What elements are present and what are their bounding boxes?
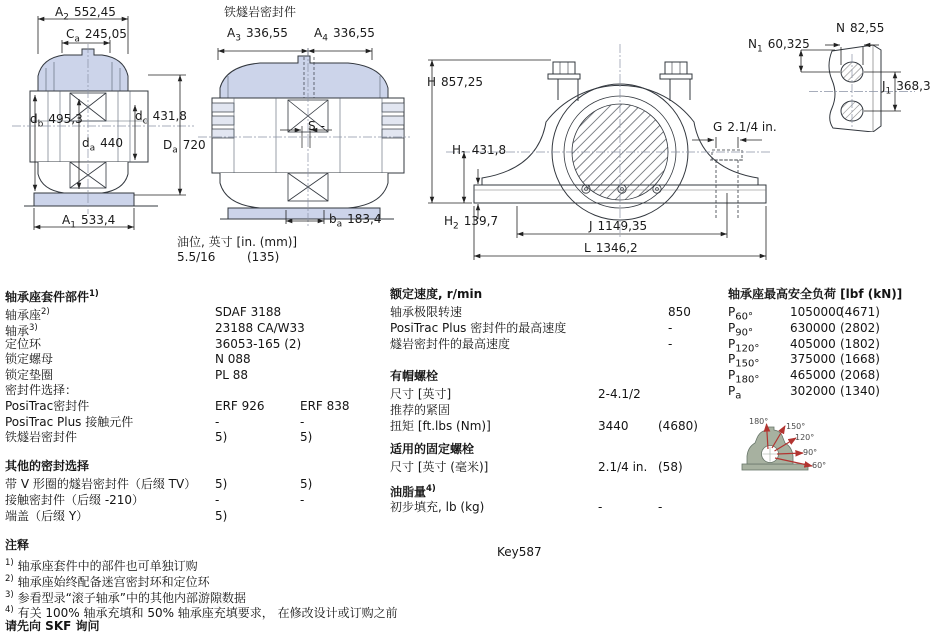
- angle-label-150: 150°: [786, 422, 806, 431]
- note-item: $^{1)}$ 轴承座套件中的部件也可单独订购: [5, 558, 198, 573]
- spec-row: 定位环 36053-165 (2): [5, 336, 302, 351]
- cap-bolt-right: [660, 62, 692, 101]
- dim-label-h1: $H_1$ 431,8: [452, 143, 507, 161]
- section-cap-bolts: [390, 368, 720, 434]
- dim-label-dc: $d_c$ 431,8: [135, 109, 187, 127]
- cap-bolt-left: [548, 62, 580, 101]
- spec-row: 轴承座$^{2)}$ SDAF 3188: [5, 305, 282, 322]
- load-row: $P_a$ 302000 (1340): [728, 383, 880, 402]
- section-header: 其他的密封选择: [5, 459, 90, 473]
- section-header: 轴承座套件部件$^{1)}$: [5, 289, 99, 304]
- load-row: $P_{90^\circ}$ 630000 (2802): [728, 320, 880, 339]
- drawing-bolt-hole-detail: [795, 20, 940, 132]
- load-row: $P_{150^\circ}$ 375000 (1668): [728, 352, 880, 370]
- spec-row: 锁定垫圈 PL 88: [5, 368, 249, 383]
- spec-row: 轴承极限转速 850: [390, 305, 691, 319]
- dim-label-j1: $J_1$ 368,3: [882, 79, 931, 97]
- notes-header: 注释: [5, 538, 30, 552]
- spec-row: 初步填充, lb (kg) - -: [390, 500, 663, 514]
- housing-section-shape: [24, 49, 158, 206]
- spec-row: 端盖（后缀 Y） 5): [5, 508, 228, 523]
- note-item: $^{3)}$ 参看型录“滚子轴承”中的其他内部游隙数据: [5, 589, 246, 605]
- angle-label-180: 180°: [749, 417, 769, 426]
- section-header: 有帽螺栓: [390, 369, 439, 383]
- dim-label-a3: $A_3$ 336,55: [227, 26, 288, 44]
- spec-row: PosiTrac Plus 接触元件 - -: [5, 414, 305, 429]
- spec-row: 推荐的紧固: [390, 402, 451, 417]
- dim-label-g: G 2.1/4 in.: [713, 120, 777, 134]
- load-row: $P_{120^\circ}$ 405000 (1802): [728, 336, 880, 354]
- spec-row: 尺寸 [英寸 (毫米)] 2.1/4 in. (58): [390, 460, 683, 474]
- section-seal-selection: [5, 383, 390, 446]
- dim-label-j: J 1149,35: [589, 219, 648, 233]
- oil-level-label: 油位, 英寸 [in. (mm)]: [177, 235, 298, 249]
- spec-row: 扭矩 [ft.lbs (Nm)] 3440 (4680): [390, 418, 698, 433]
- note-item: $^{2)}$ 轴承座始终配备迷宫密封环和定位环: [5, 573, 210, 589]
- section-safe-loads: [728, 286, 938, 400]
- dim-label-n: N 82,55: [836, 21, 885, 35]
- section-header: 适用的固定螺栓: [390, 442, 475, 456]
- key-reference: Key587: [497, 545, 542, 559]
- dim-lines-a3-a4: [218, 48, 372, 61]
- dim-label-ca: $C_a$ 245,05: [66, 27, 127, 45]
- spec-row: 接触密封件（后缀 -210） - -: [5, 492, 305, 507]
- dim-label-da: $d_a$ 440: [82, 136, 124, 154]
- spec-row: 锁定螺母 N 088: [5, 352, 251, 367]
- drawing-housing-section-taconite: [198, 40, 410, 235]
- section-attachment-bolts: [390, 441, 720, 476]
- angle-label-90: 90°: [803, 448, 818, 457]
- section-header: 密封件选择：: [5, 383, 78, 397]
- dim-label-a2: $A_2$ 552,45: [55, 5, 116, 23]
- section-header: 油脂量$^{4)}$: [390, 484, 436, 499]
- drawing2-title: 铁燧岩密封件: [224, 5, 297, 19]
- dim-label-n1: $N_1$ 60,325: [748, 37, 810, 55]
- oil-level-value-mm: (135): [247, 250, 280, 264]
- section-header: 额定速度, r/min: [390, 287, 483, 301]
- spec-row: PosiTrac Plus 密封件的最高速度 -: [390, 320, 673, 335]
- angle-label-60: 60°: [812, 461, 827, 470]
- spec-row: 燧岩密封件的最高速度 -: [390, 336, 673, 351]
- spec-row: 带 V 形圈的燧岩密封件（后缀 TV） 5) 5): [5, 477, 313, 491]
- spec-row: 铁燧岩密封件 5) 5): [5, 430, 313, 445]
- section-header: 轴承座最高安全负荷 [lbf (kN)]: [728, 287, 903, 301]
- note-item: $^{4)}$ 有关 100% 轴承充填和 50% 轴承座充填要求， 在修改设计或订购之前: [5, 605, 398, 621]
- dim-label-l: L 1346,2: [584, 241, 638, 255]
- section-housing-kit: [5, 286, 390, 384]
- dim-label-ba: $b_a$ 183,4: [329, 212, 382, 230]
- dim-label-a1: $A_1$ 533,4: [62, 213, 116, 231]
- dim-label-db: $d_b$ 495,3: [30, 112, 83, 130]
- load-row: $P_{180^\circ}$ 465000 (2068): [728, 368, 880, 386]
- spec-row: PosiTrac密封件 ERF 926 ERF 838: [5, 398, 350, 413]
- angle-label-120: 120°: [795, 433, 815, 442]
- spec-row: 尺寸 [英寸] 2-4.1/2: [390, 387, 641, 401]
- spec-row: 轴承$^{3)}$ 23188 CA/W33: [5, 320, 305, 338]
- dim-label-a4: $A_4$ 336,55: [314, 26, 375, 44]
- notes-footer: 请先向 SKF 询问: [5, 619, 100, 634]
- section-grease: [390, 481, 720, 516]
- section-other-seals: [5, 458, 390, 524]
- section-rated-speed: [390, 286, 720, 352]
- dim-label-h2: $H_2$ 139,7: [444, 214, 499, 232]
- section-notes: [5, 537, 398, 635]
- load-row: $P_{60^\circ}$ 1050000 (4671): [728, 305, 880, 323]
- dim-label-s: S -: [308, 119, 325, 133]
- dim-label-h: H 857,25: [427, 75, 484, 89]
- dim-label-Da: $D_a$ 720: [163, 138, 206, 156]
- oil-level-value-in: 5.5/16: [177, 250, 216, 264]
